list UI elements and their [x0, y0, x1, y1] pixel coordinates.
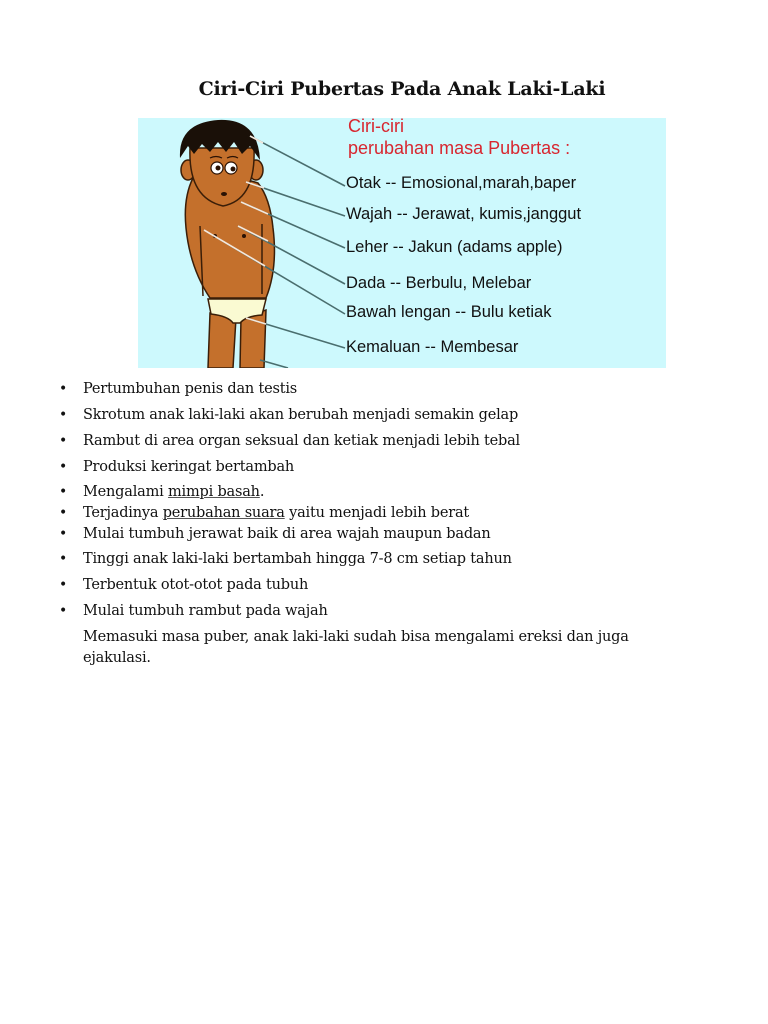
- mimpi-basah-link[interactable]: mimpi basah: [167, 484, 260, 500]
- page-title: Ciri-Ciri Pubertas Pada Anak Laki-Laki: [198, 78, 606, 100]
- perubahan-suara-link[interactable]: perubahan suara: [162, 505, 285, 521]
- bullet-icon: •: [59, 459, 68, 475]
- bullet-icon: •: [59, 603, 68, 619]
- closing-paragraph: Memasuki masa puber, anak laki-laki sudah bisa mengalami ereksi dan juga ejakulasi.: [83, 629, 629, 666]
- list-item: • Skrotum anak laki-laki akan berubah menjadi semakin gelap: [59, 407, 519, 423]
- bullet-icon: •: [59, 381, 68, 397]
- bullet-icon: •: [59, 526, 68, 542]
- figure-label-otak: Otak -- Emosional,marah,baper: [346, 174, 577, 192]
- list-item: • Tinggi anak laki-laki bertambah hingga 7-8 cm setiap tahun: [59, 551, 512, 567]
- bullet-icon: •: [59, 551, 68, 567]
- bullet-icon: •: [59, 407, 68, 423]
- bullet-icon: •: [59, 577, 68, 593]
- bullet-icon: •: [59, 484, 68, 500]
- list-item: • Terjadinya perubahan suara yaitu menjadi lebih berat: [59, 505, 470, 521]
- list-item: • Produksi keringat bertambah: [59, 459, 295, 475]
- figure-label-kemaluan: Kemaluan -- Membesar: [346, 338, 519, 356]
- figure-heading-line2: perubahan masa Pubertas :: [348, 138, 571, 158]
- figure-label-bawah-lengan: Bawah lengan -- Bulu ketiak: [346, 303, 552, 321]
- list-item: • Terbentuk otot-otot pada tubuh: [59, 577, 309, 593]
- list-item: • Mengalami mimpi basah.: [59, 484, 265, 500]
- figure-label-dada: Dada -- Berbulu, Melebar: [346, 274, 532, 292]
- figure-label-wajah: Wajah -- Jerawat, kumis,janggut: [346, 205, 582, 223]
- list-item: • Mulai tumbuh rambut pada wajah: [59, 603, 328, 619]
- figure-heading-line1: Ciri-ciri: [348, 118, 404, 136]
- puberty-characteristics-list: [0, 381, 768, 629]
- figure-label-leher: Leher -- Jakun (adams apple): [346, 238, 563, 256]
- puberty-illustration: [138, 118, 666, 368]
- list-item: • Mulai tumbuh jerawat baik di area wajah maupun badan: [59, 526, 491, 542]
- bullet-icon: •: [59, 433, 68, 449]
- list-item: • Pertumbuhan penis dan testis: [59, 381, 298, 397]
- list-item: • Rambut di area organ seksual dan ketiak menjadi lebih tebal: [59, 433, 520, 449]
- bullet-icon: •: [59, 505, 68, 521]
